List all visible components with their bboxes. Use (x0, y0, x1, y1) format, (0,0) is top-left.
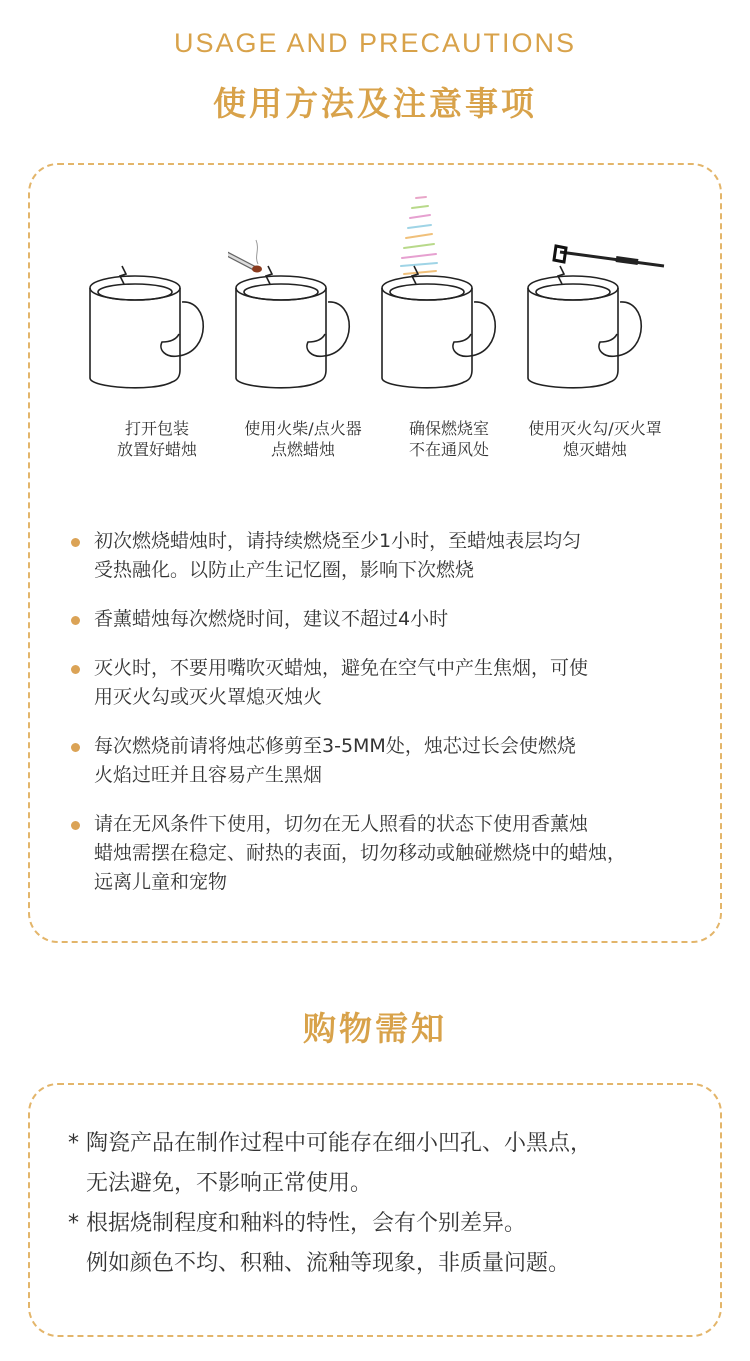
step-caption: 使用火柴/点火器 点燃蜡烛 (244, 419, 362, 459)
list-item: 请在无风条件下使用，切勿在无人照看的状态下使用香薰烛 蜡烛需摆在稳定、耐热的表面，切勿移动或触碰燃烧中的蜡烛， 远离儿童和宠物 (70, 810, 710, 897)
step-caption: 确保燃烧室 不在通风处 (408, 419, 489, 459)
asterisk-icon: * (68, 1211, 79, 1236)
page-title-cn: 使用方法及注意事项 (213, 84, 537, 123)
bullet-dot-icon (71, 821, 80, 830)
page-title-en: USAGE AND PRECAUTIONS (173, 28, 577, 58)
step-4 (520, 230, 670, 470)
list-item: 每次燃烧前请将烛芯修剪至3-5MM处，烛芯过长会使燃烧 火焰过旺并且容易产生黑烟 (70, 732, 710, 790)
candle-snuffer-icon (520, 230, 670, 410)
asterisk-icon: * (68, 1131, 79, 1156)
burning-candle-icon (374, 190, 524, 410)
bullet-dot-icon (71, 743, 80, 752)
list-item: * 根据烧制程度和釉料的特性，会有个别差异。 例如颜色不均、积釉、流釉等现象，非质量问题。 (68, 1204, 718, 1284)
match-lighting-icon (228, 230, 378, 410)
step-caption: 打开包装 放置好蜡烛 (116, 419, 197, 459)
step-caption: 使用灭火勾/灭火罩 熄灭蜡烛 (528, 419, 662, 459)
bullet-dot-icon (71, 616, 80, 625)
candle-mug-icon (82, 230, 232, 410)
bullet-dot-icon (71, 538, 80, 547)
list-item: 香薰蜡烛每次燃烧时间，建议不超过4小时 (70, 605, 710, 634)
shopping-title: 购物需知 (303, 1009, 447, 1048)
precautions-list (70, 527, 710, 897)
shopping-notes (68, 1124, 718, 1284)
list-item: 初次燃烧蜡烛时，请持续燃烧至少1小时，至蜡烛表层均匀 受热融化。以防止产生记忆圈，影响下次燃烧 (70, 527, 710, 585)
bullet-dot-icon (71, 665, 80, 674)
list-item: 灭火时，不要用嘴吹灭蜡烛，避免在空气中产生焦烟，可使 用灭火勾或灭火罩熄灭烛火 (70, 654, 710, 712)
list-item: * 陶瓷产品在制作过程中可能存在细小凹孔、小黑点， 无法避免，不影响正常使用。 (68, 1124, 718, 1204)
